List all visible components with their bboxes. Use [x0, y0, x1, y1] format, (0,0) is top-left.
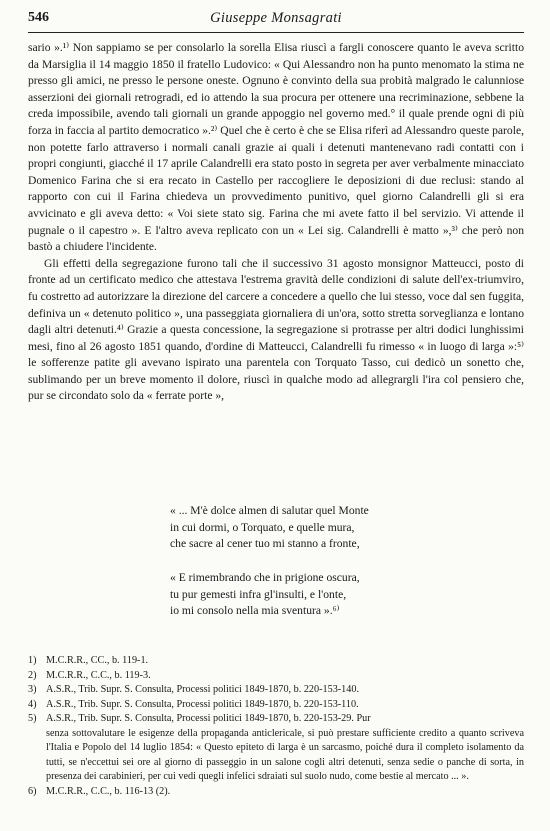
paragraph-1: sario ».¹⁾ Non sappiamo se per consolarlo la sorella Elisa riuscì a fargli conoscere quanto le aveva scritto da Marsiglia il 14 maggio 1850 il fratello Ludovico: « Qui Alessandro non ha punto menomato la stima ne presso gli amici, ne presso le persone oneste. Ognuno è convinto della sua probità malgrado le calunniose asserzioni dei giornali retrogradi, ed io attendo la sua procura per ottenere una recriminazione, sebbene la creda impossibile, avendo tali giornali un grande appoggio nel governo med.° il quale prende ogni di più forza in faccia al partito democratico ».²⁾ Quel che è certo è che se Elisa riferì ad Alessandro queste parole, non potette farlo attraverso i normali canali grazie ai quali i detenuti mantenevano radi contatti con i propri congiunti, giacché il 17 aprile Calandrelli era stato posto in segreta per aver verbalmente minacciato Domenico Farina che si era recato in Castello per raccogliere le deposizioni di due reclusi: stando al rapporto con cui il Farina chiedeva un provvedimento punitivo, quel giorno Calandrelli gli si era avvicinato e gli aveva detto: « Voi siete stato sig. Farina che mi avete fatto il bel servizio. Vi attende il pugnale o il capestro ». E l'altro aveva replicato con un « Lei sig. Calandrelli è matto »,³⁾ che però non bastò a chiudere l'incidente.: [28, 41, 524, 254]
footnote-mark: 3): [28, 684, 37, 695]
footnote-text: A.S.R., Trib. Supr. S. Consulta, Processi politici 1849-1870, b. 220-153-110.: [46, 698, 359, 710]
page-number: 546: [28, 10, 49, 25]
footnote-text: A.S.R., Trib. Supr. S. Consulta, Processi politici 1849-1870, b. 220-153-29. Pur: [46, 713, 371, 724]
footnote-6: [28, 785, 524, 800]
footnote-3: [28, 683, 524, 698]
footnote-mark: 6): [28, 785, 37, 797]
footnote-5-continuation: senza sottovalutare le esigenze della propaganda anticlericale, si può prestare sufficiente credito a quanto scriveva l'Italia e Popolo del 14 luglio 1854: « Questo epiteto di larga è un sarcasmo, poiché dura il completo isolamento da tutti, se n'eccettui sei ore al giorno di passeggio in un salone cogli altri detenuti, senza sedie o panche di sorta, in presenza dei carabinieri, per cui vedi quegli infelici sdraiati sul suolo nudo, come bestie al mercato ... ».: [46, 727, 524, 782]
footnote-text: M.C.R.R., C.C., b. 119-3.: [46, 669, 151, 681]
footnote-text: M.C.R.R., C.C., b. 116-13 (2).: [46, 785, 171, 797]
footnote-5: [28, 712, 524, 727]
verse-line: « E rimembrando che in prigione oscura,: [170, 571, 360, 584]
body-text: [28, 40, 524, 405]
verse-line: tu pur gemesti infra gl'insulti, e l'onte,: [170, 587, 347, 601]
footnote-text: A.S.R., Trib. Supr. S. Consulta, Processi politici 1849-1870, b. 220-153-140.: [46, 684, 360, 695]
verse-line: in cui dormi, o Torquato, e quelle mura,: [170, 520, 355, 534]
verse-stanza-1: [170, 503, 490, 553]
footnote-text: M.C.R.R., CC., b. 119-1.: [46, 655, 149, 666]
verse-line: io mi consolo nella mia sventura ».⁶⁾: [170, 604, 340, 618]
footnotes: [28, 654, 524, 799]
footnote-4: [28, 698, 524, 713]
footnote-2: [28, 669, 524, 684]
footnote-mark: 4): [28, 698, 37, 710]
page-header: [28, 10, 524, 33]
running-head: Giuseppe Monsagrati: [210, 10, 342, 26]
verse-stanza-2: [170, 570, 490, 620]
footnote-mark: 5): [28, 713, 37, 724]
footnote-mark: 1): [28, 655, 37, 666]
verse-line: « ... M'è dolce almen di salutar quel Monte: [170, 504, 369, 517]
footnote-1: [28, 654, 524, 669]
verse-line: che sacre al cener tuo mi stanno a fronte,: [170, 537, 360, 551]
footnote-mark: 2): [28, 669, 37, 681]
paragraph-2: Gli effetti della segregazione furono tali che il successivo 31 agosto monsignor Matteucci, posto di fronte ad un certificato medico che attestava l'estrema gravità delle condizioni di salute dell'ex-triumviro, fu costretto ad autorizzare la direzione del carcere a concedere a quello che lui stesso, voce dal sen fuggita, definiva un « detenuto politico », una passeggiata giornaliera di un'ora, sotto stretta sorveglianza e lontano dagli altri detenuti.⁴⁾ Grazie a questa concessione, la segregazione si protrasse per altri dodici lunghissimi mesi, fino al 26 agosto 1851 quando, d'ordine di Matteucci, Calandrelli fu rimesso « in luogo di larga »:⁵⁾ le sofferenze patite gli avevano ispirato una parentela con Torquato Tasso, cui dedicò un sonetto che, sublimando per un breve momento il dolore, riuscì in qualche modo ad allegrargli l'ira col pensiero che, pur se circondato solo da « ferrate porte »,: [28, 256, 524, 403]
